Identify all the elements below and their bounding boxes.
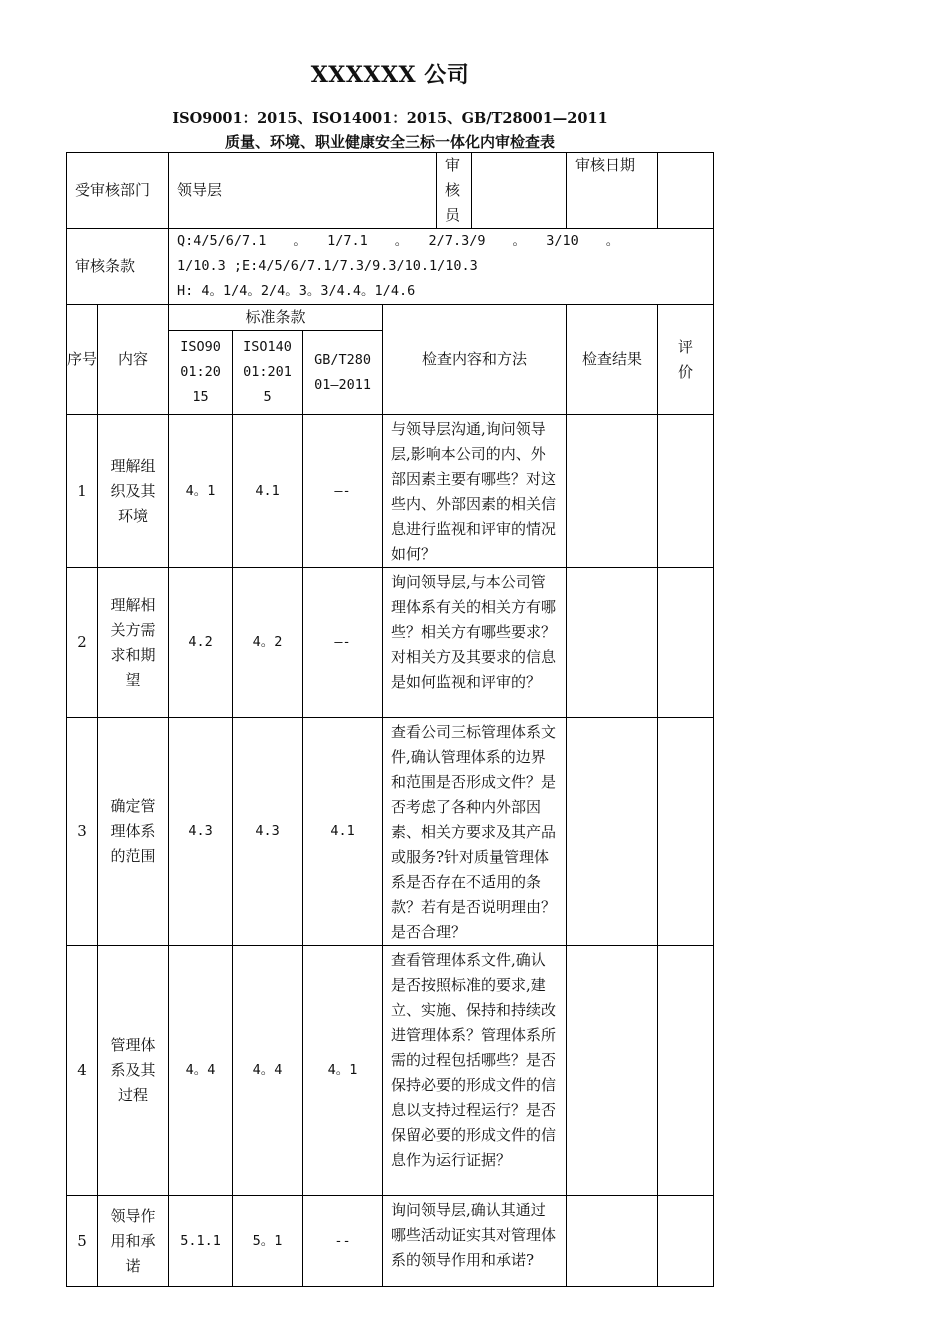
row-gbt28001: -- — [303, 1196, 383, 1287]
col-header-gbt28001: GB/T28001—2011 — [303, 331, 383, 415]
clauses-line-3: H: 4。1/4。2/4。3。3/4.4。1/4.6 — [177, 283, 416, 299]
auditor-label: 审核员 — [437, 153, 472, 229]
table-row — [67, 718, 714, 946]
row-result — [567, 568, 658, 718]
row-no: 5 — [67, 1196, 98, 1287]
row-rating — [658, 415, 714, 568]
info-row-dept — [67, 153, 714, 229]
row-content: 领导作用和承诺 — [98, 1196, 169, 1287]
date-label: 审核日期 — [567, 153, 658, 229]
row-no: 3 — [67, 718, 98, 946]
clauses-line-2: 1/10.3 ;E:4/5/6/7.1/7.3/9.3/10.1/10.3 — [177, 258, 478, 274]
form-title: 质量、环境、职业健康安全三标一体化内审检查表 — [224, 133, 555, 151]
col-header-iso14001: ISO14001:2015 — [233, 331, 303, 415]
row-no: 1 — [67, 415, 98, 568]
table-row — [67, 415, 714, 568]
row-no: 4 — [67, 946, 98, 1196]
company-title: XXXXXX 公司 — [310, 62, 470, 88]
row-iso9001: 4.2 — [169, 568, 233, 718]
row-iso14001: 5。1 — [233, 1196, 303, 1287]
row-method: 查看管理体系文件,确认是否按照标准的要求,建立、实施、保持和持续改进管理体系？管理体系所需的过程包括哪些？是否保持必要的形成文件的信息以支持过程运行？是否保留必要的形成文件的信息作为运行证据？ — [383, 946, 567, 1196]
col-header-content: 内容 — [98, 305, 169, 415]
col-header-rating: 评价 — [658, 305, 714, 415]
auditor-value — [472, 153, 567, 229]
col-header-iso9001: ISO9001:2015 — [169, 331, 233, 415]
info-row-clauses — [67, 229, 714, 305]
row-method: 询问领导层,确认其通过哪些活动证实其对管理体系的领导作用和承诺? — [383, 1196, 567, 1287]
row-iso9001: 4。1 — [169, 415, 233, 568]
clauses-label: 审核条款 — [67, 229, 169, 305]
row-result — [567, 718, 658, 946]
row-content: 确定管理体系的范围 — [98, 718, 169, 946]
table-row — [67, 1196, 714, 1287]
row-method: 查看公司三标管理体系文件,确认管理体系的边界和范围是否形成文件？是否考虑了各种内外部因素、相关方要求及其产品或服务?针对质量管理体系是否存在不适用的条款？若有是否说明理由？是否合理？ — [383, 718, 567, 946]
row-iso14001: 4.3 — [233, 718, 303, 946]
row-gbt28001: 4。1 — [303, 946, 383, 1196]
row-iso14001: 4.1 — [233, 415, 303, 568]
table-row — [67, 568, 714, 718]
row-gbt28001: —- — [303, 568, 383, 718]
row-content: 理解组织及其环境 — [98, 415, 169, 568]
row-rating — [658, 1196, 714, 1287]
row-iso14001: 4。4 — [233, 946, 303, 1196]
clauses-line-1: Q:4/5/6/7.1 。 1/7.1 。 2/7.3/9 。 3/10 。 — [177, 233, 620, 249]
col-header-no: 序号 — [67, 305, 98, 415]
row-rating — [658, 568, 714, 718]
row-method: 与领导层沟通,询问领导层,影响本公司的内、外部因素主要有哪些？对这些内、外部因素的相关信息进行监视和评审的情况如何？ — [383, 415, 567, 568]
dept-value: 领导层 — [169, 153, 437, 229]
col-header-result: 检查结果 — [567, 305, 658, 415]
row-content: 管理体系及其过程 — [98, 946, 169, 1196]
col-header-method: 检查内容和方法 — [383, 305, 567, 415]
clauses-value — [169, 229, 714, 305]
standards-line: ISO9001：2015、ISO14001：2015、GB/T28001—2011 — [172, 110, 608, 127]
row-gbt28001: —- — [303, 415, 383, 568]
row-iso9001: 5.1.1 — [169, 1196, 233, 1287]
row-result — [567, 1196, 658, 1287]
row-iso9001: 4.3 — [169, 718, 233, 946]
row-gbt28001: 4.1 — [303, 718, 383, 946]
audit-checklist-table — [66, 152, 714, 1287]
row-content: 理解相关方需求和期望 — [98, 568, 169, 718]
dept-label: 受审核部门 — [67, 153, 169, 229]
header-row-1 — [67, 305, 714, 331]
row-result — [567, 946, 658, 1196]
table-row — [67, 946, 714, 1196]
col-header-standard-group: 标准条款 — [169, 305, 383, 331]
row-iso14001: 4。2 — [233, 568, 303, 718]
row-no: 2 — [67, 568, 98, 718]
row-rating — [658, 946, 714, 1196]
row-iso9001: 4。4 — [169, 946, 233, 1196]
row-result — [567, 415, 658, 568]
date-value — [658, 153, 714, 229]
row-method: 询问领导层,与本公司管理体系有关的相关方有哪些？相关方有哪些要求？对相关方及其要求的信息是如何监视和评审的？ — [383, 568, 567, 718]
row-rating — [658, 718, 714, 946]
